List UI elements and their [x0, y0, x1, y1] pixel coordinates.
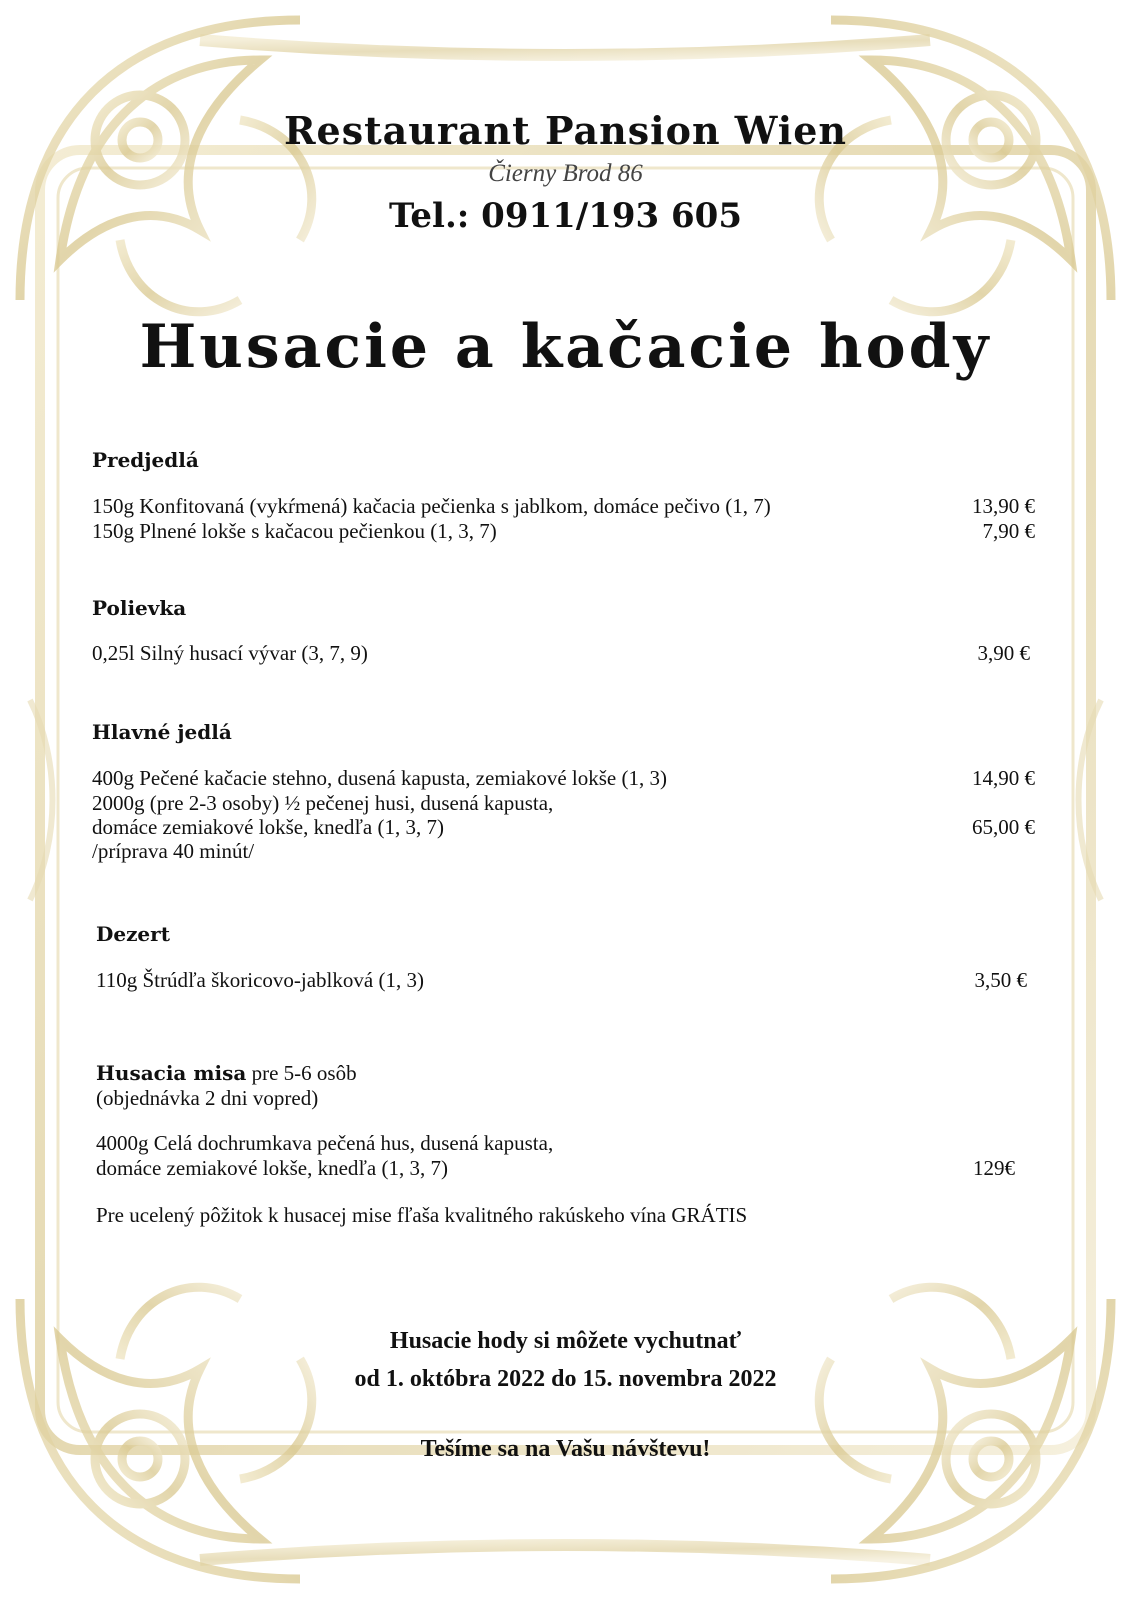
menu-item-note: /príprava 40 minút/ [92, 839, 255, 863]
misa-heading-suffix: pre 5-6 osôb [246, 1061, 357, 1085]
restaurant-address: Čierny Brod 86 [488, 160, 643, 187]
misa-heading: Husacia misa [96, 1061, 247, 1085]
section-heading-hlavne-jedla: Hlavné jedlá [92, 720, 232, 744]
menu-item-text: 400g Pečené kačacie stehno, dusená kapusta, zemiakové lokše (1, 3) [92, 766, 667, 790]
menu-item-text: 4000g Celá dochrumkava pečená hus, dusená kapusta, [96, 1131, 554, 1155]
menu-item-price: 13,90 € [972, 494, 1035, 518]
menu-item-text: 2000g (pre 2-3 osoby) ½ pečenej husi, dusená kapusta, [92, 791, 554, 815]
menu-item-price: 7,90 € [982, 519, 1035, 543]
menu-item-text: 0,25l Silný husací vývar (3, 7, 9) [92, 641, 368, 665]
section-heading-predjedla: Predjedlá [92, 448, 199, 472]
restaurant-name: Restaurant Pansion Wien [283, 108, 848, 153]
menu-item-price: 3,90 € [977, 641, 1030, 665]
footer-greeting: Tešíme sa na Vašu návštevu! [420, 1436, 711, 1462]
menu-item-text: 110g Štrúdľa škoricovo-jablková (1, 3) [96, 968, 424, 992]
section-heading-dezert: Dezert [96, 922, 170, 946]
menu-item-price: 3,50 € [974, 968, 1027, 992]
section-heading-husacia-misa [96, 1061, 357, 1086]
footer-line-1: Husacie hody si môžete vychutnať [389, 1328, 742, 1354]
menu-item-text: domáce zemiakové lokše, knedľa (1, 3, 7) [96, 1156, 448, 1180]
menu-title: Husacie a kačacie hody [139, 312, 992, 382]
footer-dates: od 1. októbra 2022 do 15. novembra 2022 [354, 1366, 777, 1392]
menu-item-price: 14,90 € [972, 766, 1035, 790]
menu-item-text: domáce zemiakové lokše, knedľa (1, 3, 7) [92, 815, 444, 839]
menu-item-text: 150g Plnené lokše s kačacou pečienkou (1, 3, 7) [92, 519, 497, 543]
restaurant-phone: Tel.: 0911/193 605 [389, 196, 742, 236]
menu-item-price: 65,00 € [972, 815, 1035, 839]
wine-offer: Pre ucelený pôžitok k husacej mise fľaša kvalitného rakúskeho vína GRÁTIS [96, 1203, 748, 1227]
menu-item-text: 150g Konfitovaná (vykŕmená) kačacia pečienka s jablkom, domáce pečivo (1, 7) [92, 494, 771, 518]
menu-item-price: 129€ [973, 1156, 1015, 1180]
misa-order-note: (objednávka 2 dni vopred) [96, 1086, 319, 1110]
section-heading-polievka: Polievka [92, 596, 187, 620]
